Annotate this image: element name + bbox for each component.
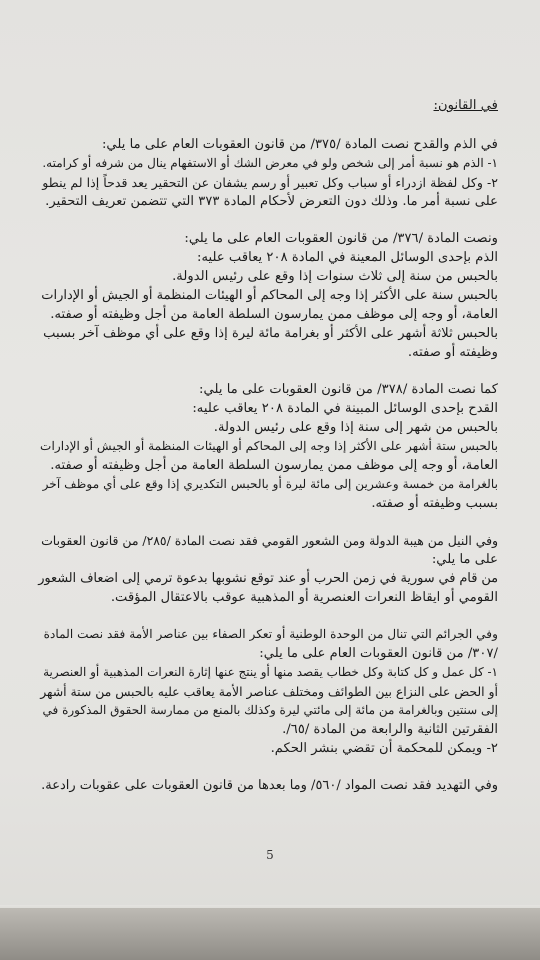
document-body xyxy=(38,96,498,813)
text-line: بالحبس ثلاثة أشهر على الأكثر أو بغرامة مائة ليرة إذا وقع على أي موظف آخر بسبب xyxy=(43,326,498,341)
text-line: على ما يلي: xyxy=(431,552,498,567)
text-line: وظيفته أو صفته. xyxy=(407,345,498,360)
text-line: ١- الذم هو نسبة أمر إلى شخص ولو في معرض الشك أو الاستفهام ينال من شرفه أو كرامته. xyxy=(42,156,498,170)
text-line: ١- كل عمل و كل كتابة وكل خطاب يقصد منها أو ينتج عنها إثارة النعرات المذهبية أو العنصرية xyxy=(43,665,498,679)
text-line: ٢- وكل لفظة ازدراء أو سباب وكل تعبير أو رسم يشفان عن التحقير يعد قدحاً إذا لم ينطو xyxy=(42,175,498,190)
text-line: وفي التهديد فقد نصت المواد /٥٦٠/ وما بعدها من قانون العقوبات على عقوبات رادعة. xyxy=(41,778,498,793)
section-heading: في القانون: xyxy=(433,98,498,113)
text-line: الفقرتين الثانية والرابعة من المادة /٦٥/. xyxy=(282,722,498,737)
text-line: من قام في سورية في زمن الحرب أو عند توقع نشوبها بدعوة ترمي إلى اضعاف الشعور xyxy=(38,571,498,586)
paragraph-article-285 xyxy=(38,531,498,607)
text-line: ٢- ويمكن للمحكمة أن تقضي بنشر الحكم. xyxy=(270,741,498,756)
text-line: أو الحض على النزاع بين الطوائف ومختلف عناصر الأمة يعاقب عليه بالحبس من ستة أشهر xyxy=(40,684,498,699)
text-line: القدح بإحدى الوسائل المبينة في المادة ٢٠٨ يعاقب عليه: xyxy=(192,401,498,416)
text-line: بالحبس ستة أشهر على الأكثر إذا وجه إلى المحاكم أو الهيئات المنظمة أو الجيش أو الإدارات xyxy=(40,439,498,453)
paragraph-threats xyxy=(38,776,498,795)
paragraph-article-307 xyxy=(38,625,498,758)
text-line: بسبب وظيفته أو صفته. xyxy=(371,496,498,511)
text-line: /٣٠٧/ من قانون العقوبات العام على ما يلي: xyxy=(259,646,498,661)
text-line: بالحبس من سنة إلى ثلاث سنوات إذا وقع على رئيس الدولة. xyxy=(172,269,498,284)
table-shadow xyxy=(0,908,540,960)
paragraph-defamation xyxy=(38,135,498,211)
text-line: ونصت المادة /٣٧٦/ من قانون العقوبات العام على ما يلي: xyxy=(184,231,498,246)
paragraph-article-378 xyxy=(38,380,498,513)
text-line: بالحبس سنة على الأكثر إذا وجه إلى المحاكم أو الهيئات المنظمة أو الجيش أو الإدارات xyxy=(41,288,498,303)
text-line: وفي الجرائم التي تنال من الوحدة الوطنية أو تعكر الصفاء بين عناصر الأمة فقد نصت المادة xyxy=(43,627,498,641)
text-line: بالغرامة من خمسة وعشرين إلى مائة ليرة أو بالحبس التكديري إذا وقع على أي موظف آخر xyxy=(42,477,498,491)
text-line: على نسبة أمر ما. وذلك دون التعرض لأحكام المادة ٣٧٣ التي تتضمن تعريف التحقير. xyxy=(45,194,498,209)
text-line: كما نصت المادة /٣٧٨/ من قانون العقوبات على ما يلي: xyxy=(199,382,498,397)
text-line: في الذم والقدح نصت المادة /٣٧٥/ من قانون العقوبات العام على ما يلي: xyxy=(101,137,498,152)
page-number: 5 xyxy=(266,848,274,862)
text-line: إلى سنتين وبالغرامة من مائة إلى مائتي ليرة وكذلك بالمنع من ممارسة الحقوق المذكورة في xyxy=(42,703,498,717)
text-line: العامة، أو وجه إلى موظف ممن يمارسون السلطة العامة من أجل وظيفته أو صفته. xyxy=(50,458,498,473)
text-line: بالحبس من شهر إلى سنة إذا وقع على رئيس الدولة. xyxy=(213,420,498,435)
text-line: وفي النيل من هيبة الدولة ومن الشعور القومي فقد نصت المادة /٢٨٥/ من قانون العقوبات xyxy=(41,533,498,548)
paragraph-article-376 xyxy=(38,229,498,362)
text-line: القومي أو ايقاظ النعرات العنصرية أو المذهبية عوقب بالاعتقال المؤقت. xyxy=(110,590,498,605)
text-line: العامة، أو وجه إلى موظف ممن يمارسون السلطة العامة من أجل وظيفته أو صفته. xyxy=(50,307,498,322)
text-line: الذم بإحدى الوسائل المعينة في المادة ٢٠٨ يعاقب عليه: xyxy=(197,250,498,265)
